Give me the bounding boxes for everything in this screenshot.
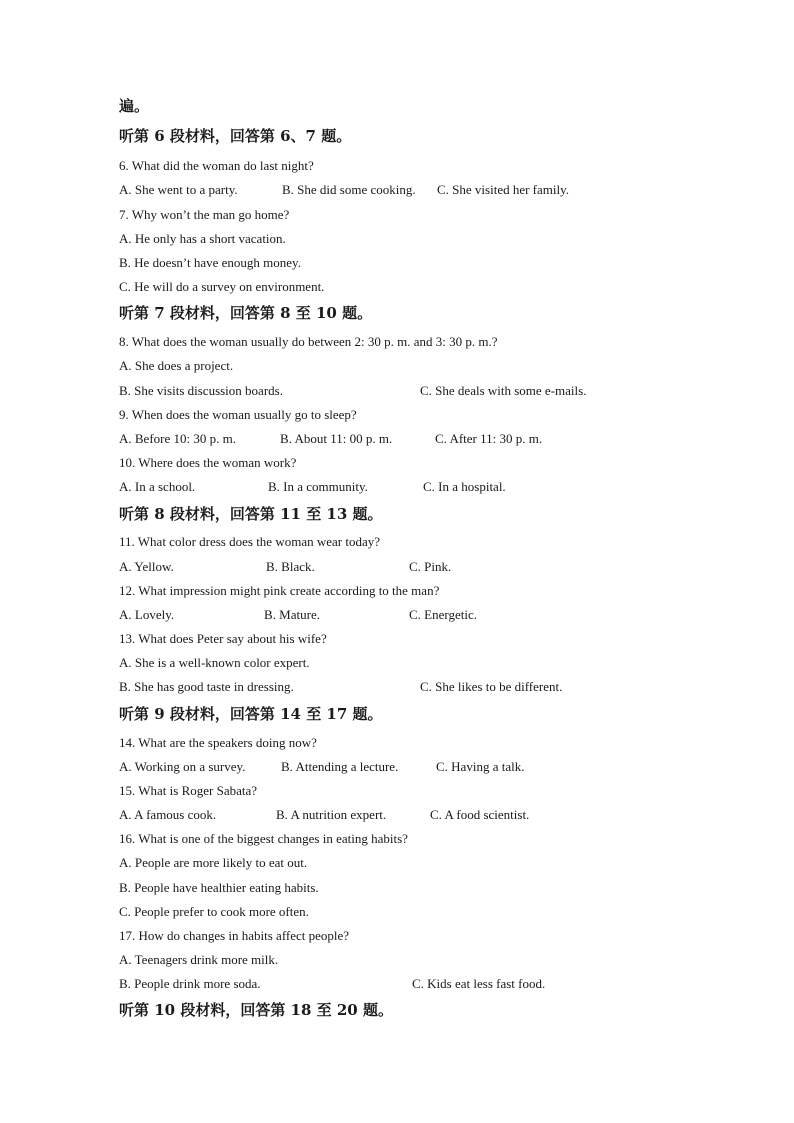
question-text: 15. What is Roger Sabata? [119, 783, 258, 798]
option-a: A. She does a project. [119, 358, 234, 373]
option-b: B. People drink more soda. [119, 976, 261, 991]
option-c: C. Kids eat less fast food. [412, 976, 546, 991]
option-c: C. A food scientist. [430, 807, 530, 822]
question-text: 9. When does the woman usually go to sleep? [119, 407, 357, 422]
question-text: 17. How do changes in habits affect people? [119, 928, 350, 943]
option-b: B. She visits discussion boards. [119, 383, 283, 398]
question-text: 7. Why won’t the man go home? [119, 207, 290, 222]
leading-fragment: 遍。 [119, 97, 150, 115]
question-text: 14. What are the speakers doing now? [119, 735, 317, 750]
option-c: C. In a hospital. [423, 479, 506, 494]
option-b: B. She did some cooking. [282, 182, 416, 197]
option-a: A. Working on a survey. [119, 759, 246, 774]
option-c: C. She deals with some e-mails. [420, 383, 587, 398]
option-b: B. She has good taste in dressing. [119, 679, 294, 694]
option-c: C. People prefer to cook more often. [119, 904, 309, 919]
option-c: C. Pink. [409, 559, 452, 574]
section-heading: 听第 9 段材料，回答第 14 至 17 题。 [119, 705, 383, 723]
option-c: C. She visited her family. [437, 182, 570, 197]
option-a: A. In a school. [119, 479, 196, 494]
option-b: B. A nutrition expert. [276, 807, 387, 822]
question-text: 6. What did the woman do last night? [119, 158, 314, 173]
option-a: A. People are more likely to eat out. [119, 855, 308, 870]
option-a: A. Yellow. [119, 559, 174, 574]
option-a: A. Teenagers drink more milk. [119, 952, 279, 967]
question-text: 10. Where does the woman work? [119, 455, 297, 470]
option-b: B. In a community. [268, 479, 368, 494]
section-heading: 听第 7 段材料，回答第 8 至 10 题。 [119, 304, 373, 322]
option-c: C. After 11: 30 p. m. [435, 431, 543, 446]
question-text: 11. What color dress does the woman wear today? [119, 534, 381, 549]
option-b: B. Mature. [264, 607, 320, 622]
option-b: B. Attending a lecture. [281, 759, 399, 774]
option-b: B. People have healthier eating habits. [119, 880, 319, 895]
option-a: A. She is a well-known color expert. [119, 655, 310, 670]
question-text: 16. What is one of the biggest changes in eating habits? [119, 831, 408, 846]
section-heading: 听第 10 段材料，回答第 18 至 20 题。 [119, 1001, 393, 1019]
option-b: B. He doesn’t have enough money. [119, 255, 301, 270]
question-text: 8. What does the woman usually do between 2: 30 p. m. and 3: 30 p. m.? [119, 334, 498, 349]
option-c: C. She likes to be different. [420, 679, 563, 694]
option-c: C. He will do a survey on environment. [119, 279, 325, 294]
option-a: A. He only has a short vacation. [119, 231, 286, 246]
option-c: C. Energetic. [409, 607, 477, 622]
option-b: B. About 11: 00 p. m. [280, 431, 393, 446]
section-heading: 听第 6 段材料，回答第 6、7 题。 [119, 127, 352, 145]
question-text: 13. What does Peter say about his wife? [119, 631, 327, 646]
option-a: A. Before 10: 30 p. m. [119, 431, 236, 446]
option-c: C. Having a talk. [436, 759, 525, 774]
question-text: 12. What impression might pink create according to the man? [119, 583, 440, 598]
option-a: A. Lovely. [119, 607, 175, 622]
option-b: B. Black. [266, 559, 315, 574]
option-a: A. She went to a party. [119, 182, 238, 197]
section-heading: 听第 8 段材料，回答第 11 至 13 题。 [119, 505, 383, 523]
option-a: A. A famous cook. [119, 807, 217, 822]
